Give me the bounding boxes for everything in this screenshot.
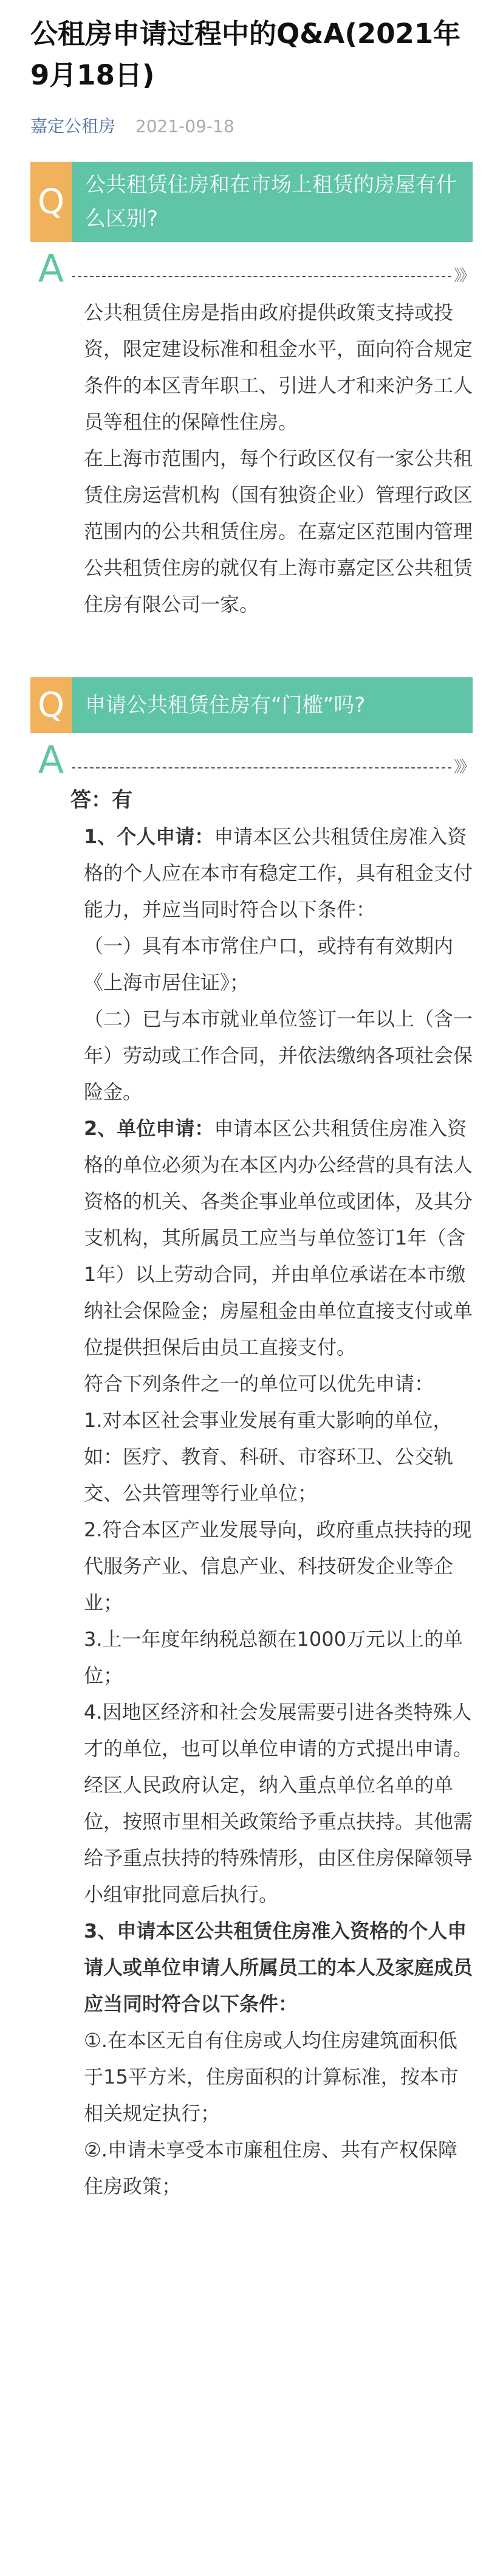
answer-text: （一）具有本市常住户口，或持有有效期内《上海市居住证》； bbox=[84, 934, 454, 994]
answer-divider-1 bbox=[30, 247, 473, 291]
chevron-right-icon: 》》 bbox=[453, 758, 473, 776]
answer-paragraph bbox=[84, 1001, 473, 1110]
answer-text: ②.申请未享受本市廉租住房、共有产权保障住房政策； bbox=[84, 2138, 457, 2198]
answer-text: 1.对本区社会事业发展有重大影响的单位，如：医疗、教育、科研、市容环卫、公交轨交、公共管理等行业单位； bbox=[84, 1409, 454, 1505]
answer-paragraph bbox=[84, 2022, 473, 2132]
answer-bold-lead: 3、申请本区公共租赁住房准入资格的个人申请人或单位申请人所属员工的本人及家庭成员应当同时符合以下条件： bbox=[84, 1919, 473, 2015]
article-title: 公租房申请过程中的Q&A(2021年9月18日) bbox=[30, 18, 461, 91]
question-text-1: 公共租赁住房和在市场上租赁的房屋有什么区别? bbox=[72, 162, 473, 242]
answer-paragraph bbox=[84, 1694, 473, 1767]
answer-divider-2 bbox=[30, 738, 473, 782]
dashed-divider bbox=[72, 276, 451, 277]
dashed-divider bbox=[72, 767, 451, 768]
answer-body-1 bbox=[84, 294, 473, 623]
answer-text: ①.在本区无自有住房或人均住房建筑面积低于15平方米，住房面积的计算标准，按本市相关规定执行； bbox=[84, 2029, 459, 2125]
question-bar-1 bbox=[30, 162, 473, 242]
answer-text: 经区人民政府认定，纳入重点单位名单的单位，按照市里相关政策给予重点扶持。其他需给予重点扶持的特殊情形，由区住房保障领导小组审批同意后执行。 bbox=[84, 1773, 473, 1906]
answer-paragraph: 在上海市范围内，每个行政区仅有一家公共租赁住房运营机构（国有独资企业）管理行政区范围内的公共租赁住房。在嘉定区范围内管理公共租赁住房的就仅有上海市嘉定区公共租赁住房有限公司一家。 bbox=[84, 447, 473, 616]
answer-paragraph: 公共租赁住房是指由政府提供政策支持或投资，限定建设标准和租金水平，面向符合规定条件的本区青年职工、引进人才和来沪务工人员等租住的保障性住房。 bbox=[84, 301, 473, 433]
answer-paragraph bbox=[84, 928, 473, 1001]
answer-text: 申请本区公共租赁住房准入资格的单位必须为在本区内办公经营的具有法人资格的机关、各类企事业单位或团体，及其分支机构，其所属员工应当与单位签订1年（含1年）以上劳动合同，并由单位承诺在本市缴纳社会保险金；房屋租金由单位直接支付或单位提供担保后由员工直接支付。 bbox=[84, 1117, 473, 1359]
q-icon: Q bbox=[30, 162, 72, 242]
answer-paragraph bbox=[84, 2132, 473, 2205]
chevron-right-icon: 》》 bbox=[453, 267, 473, 285]
a-icon: A bbox=[38, 737, 64, 782]
answer-paragraph bbox=[84, 1511, 473, 1621]
answer-paragraph bbox=[84, 1767, 473, 1913]
publish-date: 2021-09-18 bbox=[135, 116, 234, 136]
question-text-2: 申请公共租赁住房有“门槛”吗? bbox=[72, 677, 473, 733]
answer-paragraph bbox=[84, 1402, 473, 1511]
answer-paragraph bbox=[84, 1621, 473, 1694]
question-bar-2 bbox=[30, 677, 473, 733]
answer-head: 答：有 bbox=[70, 788, 132, 812]
account-link[interactable]: 嘉定公租房 bbox=[30, 116, 116, 136]
answer-text: 4.因地区经济和社会发展需要引进各类特殊人才的单位，也可以单位申请的方式提出申请。 bbox=[84, 1701, 473, 1760]
article-meta bbox=[30, 113, 473, 137]
answer-text: 符合下列条件之一的单位可以优先申请： bbox=[84, 1372, 434, 1395]
answer-bold-lead: 2、单位申请： bbox=[84, 1117, 214, 1140]
answer-paragraph bbox=[84, 1110, 473, 1366]
answer-text: 2.符合本区产业发展导向，政府重点扶持的现代服务产业、信息产业、科技研发企业等企业； bbox=[84, 1518, 472, 1614]
a-icon: A bbox=[38, 246, 64, 291]
answer-paragraph bbox=[84, 1913, 473, 2022]
answer-paragraph bbox=[84, 1366, 473, 1402]
q-icon: Q bbox=[30, 677, 72, 733]
answer-text: 3.上一年度年纳税总额在1000万元以上的单位； bbox=[84, 1628, 463, 1687]
answer-paragraph bbox=[84, 818, 473, 928]
answer-text: 申请本区公共租赁住房准入资格的个人应在本市有稳定工作，具有租金支付能力，并应当同时符合以下条件： bbox=[84, 825, 473, 921]
answer-bold-lead: 1、个人申请： bbox=[84, 825, 214, 848]
answer-text: （二）已与本市就业单位签订一年以上（含一年）劳动或工作合同，并依法缴纳各项社会保险金。 bbox=[84, 1007, 473, 1103]
answer-body-2 bbox=[70, 782, 473, 2205]
answer-sections bbox=[84, 818, 473, 2205]
